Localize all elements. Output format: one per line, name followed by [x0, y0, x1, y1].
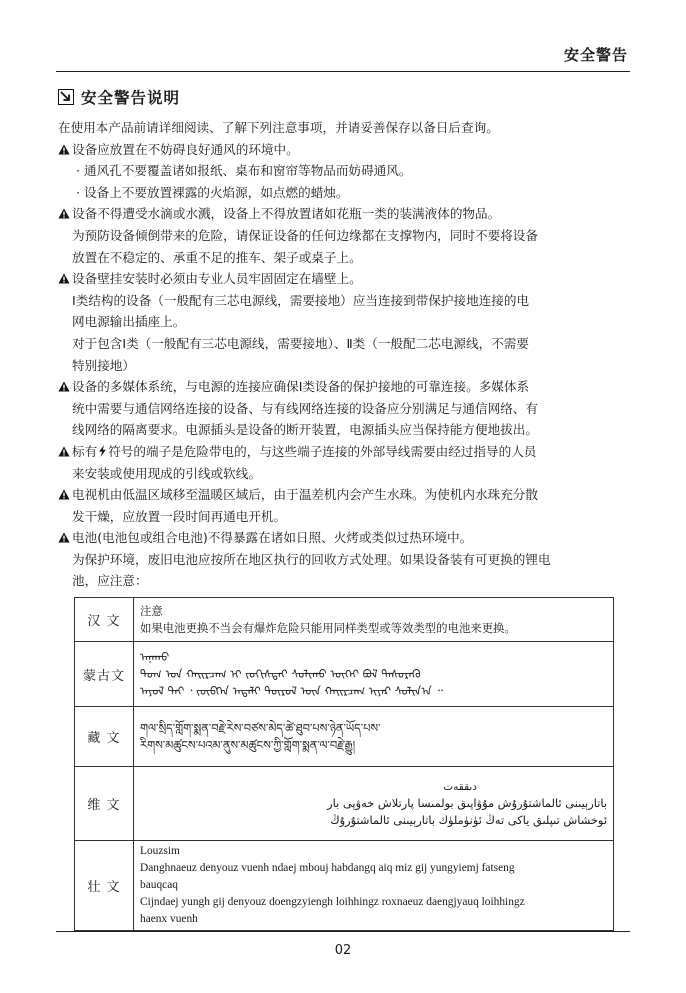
warning-text: 池，应注意：: [72, 573, 148, 589]
cell-line: གལ་སྲིད་གློག་སྨན་བརྗེ་རེས་བཙས་མེད་ཚེ་ཐུབ་པས་ཉེན་ཡོད་པས་: [140, 720, 381, 735]
warning-triangle-icon: [58, 381, 70, 392]
section-heading: [58, 86, 180, 108]
warning-cell: [134, 767, 614, 841]
table-row: [75, 642, 614, 707]
warning-triangle-icon: [58, 273, 70, 284]
cell-line: ᠠᠶᠤᠯ ᠲᠠᠢ ᠂ ᠵᠥᠪᠬᠡᠨ ᠠᠳᠠᠯᠢ ᠲᠥᠷᠥᠯ ᠦᠨ ᠬᠠᠢᠷᠴᠠᠭ ᠢᠶᠠᠷ ᠰᠣᠯᠢᠨ᠎ᠠ ᠃: [140, 683, 443, 698]
bullet-line: · 通风孔不要覆盖诸如报纸、桌布和窗帘等物品而妨碍通风。: [76, 163, 412, 179]
language-label: 维 文: [75, 767, 134, 841]
cell-line: ᠲᠣᠭ ᠤᠨ ᠬᠠᠢᠷᠴᠠᠭ ᠢ ᠵᠣᠬᠢᠰᠲᠠᠢ ᠰᠣᠯᠢᠬᠤ ᠦᠭᠡᠢ ᠪᠣᠯ ᠲᠡᠰᠦᠷᠡᠬᠦ: [140, 666, 421, 681]
warning-text: 网电源输出插座上。: [72, 314, 186, 330]
warning-title: 设备不得遭受水滴或水溅，设备上不得放置诸如花瓶一类的装满液体的物品。: [72, 206, 501, 222]
header-divider: [56, 71, 630, 72]
table-row: [75, 707, 614, 767]
warning-text: 特别接地）: [72, 357, 135, 373]
warning-title: 电池(电池包或组合电池)不得暴露在诸如日照、火烤或类似过热环境中。: [72, 530, 473, 546]
warning-hazardous-terminal: [58, 441, 638, 463]
warning-cell: [134, 841, 614, 931]
battery-warning-table: [74, 597, 614, 931]
cell-line: Louzsim: [140, 845, 180, 857]
warning-content: [58, 117, 638, 592]
warning-triangle-icon: [58, 532, 70, 543]
language-label: 汉 文: [75, 598, 134, 642]
table-row: [75, 598, 614, 642]
warning-text: 线网络的隔离要求。电源插头是设备的断开装置，电源插头应当保持能方便地拔出。: [72, 422, 538, 438]
warning-text: 放置在不稳定的、承重不足的推车、架子或桌子上。: [72, 249, 362, 265]
warning-text: Ⅰ类结构的设备（一般配有三芯电源线，需要接地）应当连接到带保护接地连接的电: [72, 292, 530, 308]
warning-cell: [134, 598, 614, 642]
warning-condensation: [58, 484, 638, 506]
warning-triangle-icon: [58, 208, 70, 219]
warning-text-pre: 标有: [72, 443, 98, 459]
cell-line: باتارېيىنى ئالماشتۇرۇش مۇۋاپىق بولمىسا پارتلاش خەۋپى بار: [327, 795, 607, 810]
lightning-bolt-icon: [98, 445, 107, 457]
cell-line: Danghnaeuz denyouz vuenh ndaej mbouj habdangq aiq miz gij yungyiemj fatseng: [140, 862, 515, 874]
warning-title: 设备壁挂安装时必须由专业人员牢固固定在墙壁上。: [72, 271, 362, 287]
warning-wall-mount: [58, 268, 638, 290]
cell-line: Cijndaej yungh gij denyouz doengzyiengh loihhingz roxnaeuz daengjyauq loihhingz: [140, 896, 525, 908]
table-row: [75, 841, 614, 931]
cell-line: دىققەت: [443, 780, 477, 793]
language-label: 壮 文: [75, 841, 134, 931]
header-title: 安全警告: [563, 46, 628, 64]
footer-divider: [56, 931, 630, 932]
cell-line: bauqcaq: [140, 879, 178, 891]
warning-text: 设备的多媒体系统，与电源的连接应确保Ⅰ类设备的保护接地的可靠连接。多媒体系: [72, 379, 530, 395]
language-label: 藏 文: [75, 707, 134, 767]
warning-cell: [134, 642, 614, 707]
warning-triangle-icon: [58, 446, 70, 457]
warning-ventilation: [58, 139, 638, 161]
checkbox-arrow-icon: [58, 89, 74, 105]
warning-battery: [58, 527, 638, 549]
warning-cell: [134, 707, 614, 767]
cell-line: 如果电池更换不当会有爆炸危险只能用同样类型或等效类型的电池来更换。: [140, 620, 516, 635]
bullet-line: · 设备上不要放置裸露的火焰源，如点燃的蜡烛。: [76, 184, 349, 200]
warning-title: 设备应放置在不妨碍良好通风的环境中。: [72, 141, 299, 157]
warning-text-post: 符号的端子是危险带电的，与这些端子连接的外部导线需要由经过指导的人员: [108, 443, 537, 459]
warning-text: 对于包含Ⅰ类（一般配有三芯电源线，需要接地）、Ⅱ类（一般配二芯电源线，不需要: [72, 335, 529, 351]
language-label: 蒙古文: [75, 642, 134, 707]
section-title: 安全警告说明: [81, 89, 181, 107]
cell-line: ᠠᠨᠠᠬᠤ: [140, 649, 170, 664]
table-row: [75, 767, 614, 841]
cell-line: haenx vuenh: [140, 913, 198, 925]
warning-text: 来安装或使用现成的引线或软线。: [72, 465, 261, 481]
page-number: 02: [334, 943, 352, 958]
warning-multimedia: [58, 376, 638, 398]
intro-text: 在使用本产品前请详细阅读、了解下列注意事项，并请妥善保存以备日后查询。: [58, 120, 499, 135]
warning-triangle-icon: [58, 144, 70, 155]
cell-line: རིགས་མཚུངས་པའམ་ནུས་མཚུངས་ཀྱི་གློག་སྨན་ལ་བརྗེ་རྒྱུ།: [140, 737, 356, 752]
warning-text: 为保护环境，废旧电池应按所在地区执行的回收方式处理。如果设备装有可更换的锂电: [72, 551, 551, 567]
warning-triangle-icon: [58, 489, 70, 500]
cell-line: ئوخشاش تىپلىق ياكى تەڭ ئۈنۈملۈك باتارېيىنى ئالماشتۇرۇڭ: [330, 812, 607, 827]
warning-text: 为预防设备倾倒带来的危险，请保证设备的任何边缘都在支撑物内，同时不要将设备: [72, 227, 538, 243]
warning-text: 发干燥，应放置一段时间再通电开机。: [72, 508, 287, 524]
warning-text: 统中需要与通信网络连接的设备、与有线网络连接的设备应分别满足与通信网络、有: [72, 400, 538, 416]
cell-line: 注意: [140, 603, 163, 618]
warning-liquid: [58, 203, 638, 225]
warning-text: 电视机由低温区域移至温暖区域后，由于温差机内会产生水珠。为使机内水珠充分散: [72, 487, 538, 503]
